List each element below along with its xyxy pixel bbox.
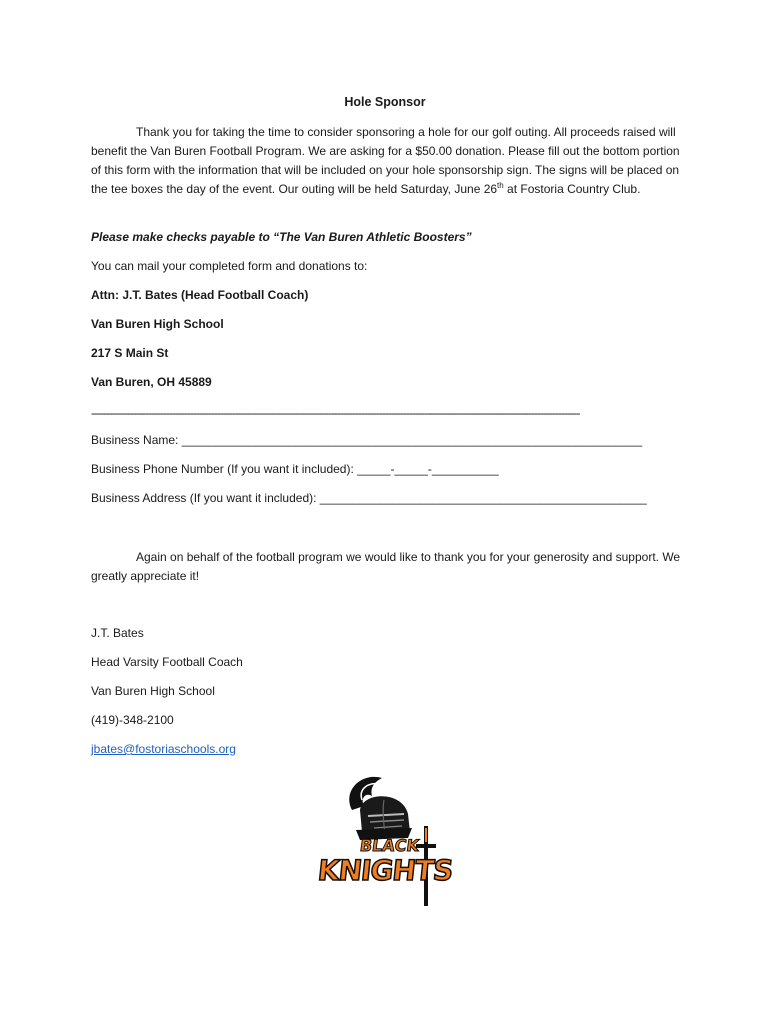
business-name-blank[interactable]: _____________________________________________________________________ (181, 433, 643, 447)
cut-line-divider: ------------------------------------------------------------------------------------------------------------------------------------------------------------------- (91, 406, 580, 420)
business-address-field[interactable] (91, 491, 647, 505)
signature-school: Van Buren High School (91, 684, 215, 698)
address-city: Van Buren, OH 45889 (91, 375, 212, 389)
page-title: Hole Sponsor (344, 95, 426, 109)
business-name-label: Business Name: (91, 433, 179, 447)
signature-role: Head Varsity Football Coach (91, 655, 243, 669)
business-address-blank[interactable]: _________________________________________________ (319, 491, 647, 505)
address-school: Van Buren High School (91, 317, 224, 331)
black-knights-logo (312, 770, 456, 908)
intro-text-end: at Fostoria Country Club. (503, 182, 641, 196)
intro-superscript: th (497, 181, 504, 190)
mail-instruction: You can mail your completed form and donations to: (91, 259, 368, 273)
signature-phone: (419)-348-2100 (91, 713, 174, 727)
intro-paragraph (91, 123, 681, 199)
checks-payable-note: Please make checks payable to “The Van Buren Athletic Boosters” (91, 230, 472, 244)
address-attn: Attn: J.T. Bates (Head Football Coach) (91, 288, 309, 302)
closing-paragraph: Again on behalf of the football program we would like to thank you for your generosity and support. We greatly appreciate it! (91, 550, 681, 583)
logo-text-knights: KNIGHTS (316, 854, 454, 887)
business-phone-field[interactable] (91, 462, 499, 476)
logo-text-black: BLACK (358, 836, 421, 855)
signature-email-link[interactable]: jbates@fostoriaschools.org (91, 742, 236, 756)
address-street: 217 S Main St (91, 346, 169, 360)
signature-name: J.T. Bates (91, 626, 144, 640)
intro-text: Thank you for taking the time to consider sponsoring a hole for our golf outing. All proceeds raised will benefit the Van Buren Football Program. We are asking for a $50.00 donation. Please fill out the bottom portion of this form with the information that will be included on your hole sponsorship sign. The signs will be placed on the tee boxes the day of the event. Our outing will be held Saturday, June 26 (91, 125, 680, 196)
business-name-field[interactable] (91, 433, 642, 447)
business-address-label: Business Address (If you want it included): (91, 491, 317, 505)
business-phone-label: Business Phone Number (If you want it included): (91, 462, 354, 476)
business-phone-blank[interactable]: _____-_____-__________ (357, 462, 499, 476)
